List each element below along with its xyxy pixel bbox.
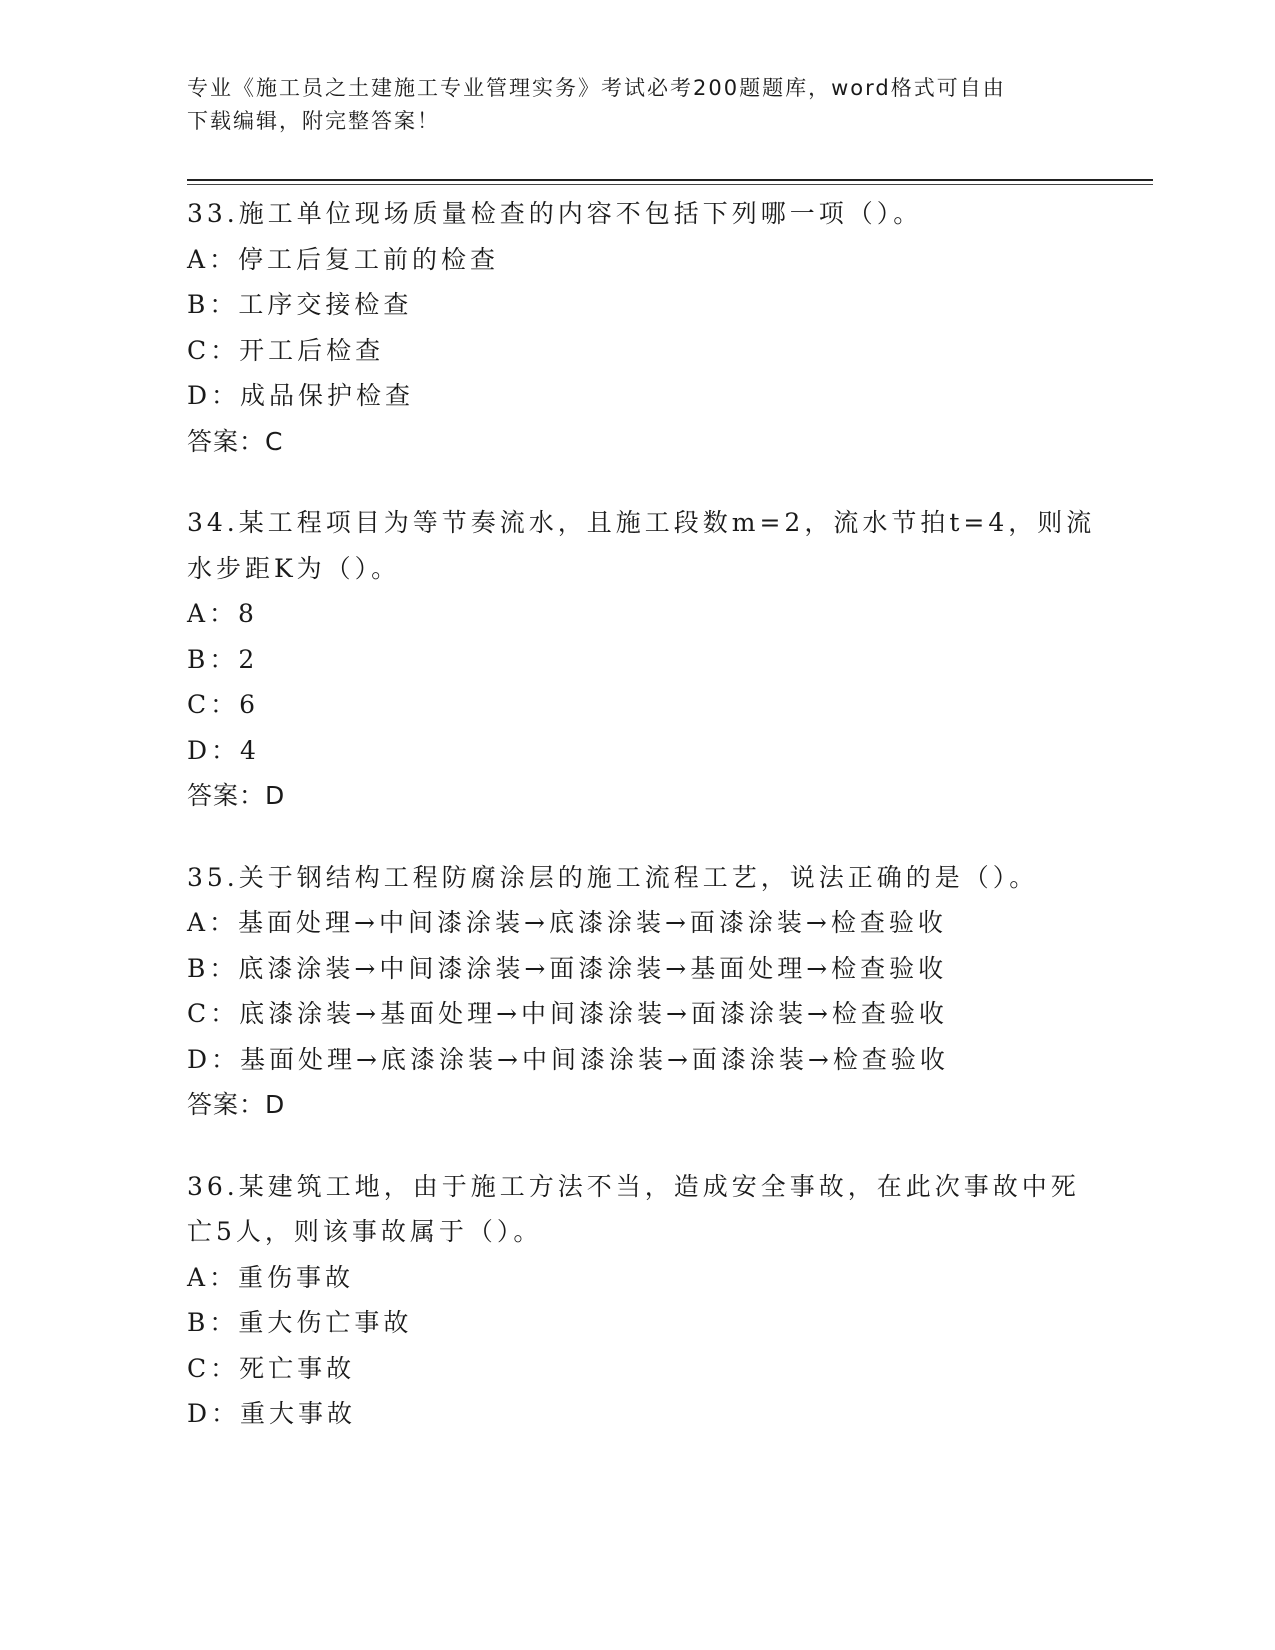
header-rule-thin — [187, 184, 1153, 185]
option-c: C：开工后检查 — [187, 335, 385, 365]
question-stem-continued: 水步距K为（）。 — [187, 553, 401, 583]
question-stem: 33.施工单位现场质量检查的内容不包括下列哪一项（）。 — [187, 199, 923, 228]
answer-line: 答案：C — [187, 426, 284, 456]
document-header — [187, 72, 1067, 138]
question-list — [187, 191, 1096, 1473]
option-d: D：基面处理→底漆涂装→中间漆涂装→面漆涂装→检查验收 — [187, 1044, 949, 1074]
option-a: A：8 — [187, 599, 258, 628]
header-line-1: 专业《施工员之土建施工专业管理实务》考试必考200题题库，word格式可自由 — [187, 76, 1006, 100]
option-c: C：底漆涂装→基面处理→中间漆涂装→面漆涂装→检查验收 — [187, 999, 948, 1028]
header-rule-thick — [187, 179, 1153, 181]
answer-line: 答案：D — [187, 781, 286, 810]
question-stem-continued: 亡5人，则该事故属于（）。 — [187, 1217, 543, 1246]
option-a: A：基面处理→中间漆涂装→底漆涂装→面漆涂装→检查验收 — [187, 908, 947, 937]
header-line-2: 下载编辑，附完整答案！ — [187, 109, 440, 133]
question-stem: 36.某建筑工地，由于施工方法不当，造成安全事故，在此次事故中死 — [187, 1171, 1080, 1201]
option-a: A：重伤事故 — [187, 1262, 355, 1292]
question-stem: 35.关于钢结构工程防腐涂层的施工流程工艺，说法正确的是（）。 — [187, 862, 1039, 892]
question-stem: 34.某工程项目为等节奏流水，且施工段数m=2，流水节拍t=4，则流 — [187, 508, 1096, 537]
option-a: A：停工后复工前的检查 — [187, 244, 500, 274]
option-d: D：成品保护检查 — [187, 381, 415, 410]
option-b: B：2 — [187, 644, 259, 674]
question-36 — [187, 1164, 1087, 1437]
option-d: D：4 — [187, 735, 260, 765]
option-b: B：重大伤亡事故 — [187, 1308, 413, 1337]
answer-line: 答案：D — [187, 1090, 286, 1119]
option-c: C：6 — [187, 690, 260, 719]
question-35 — [187, 855, 1087, 1128]
question-33 — [187, 191, 1087, 464]
option-d: D：重大事故 — [187, 1399, 357, 1428]
option-b: B：工序交接检查 — [187, 290, 413, 319]
question-34 — [187, 500, 1096, 819]
option-c: C：死亡事故 — [187, 1353, 356, 1383]
option-b: B：底漆涂装→中间漆涂装→面漆涂装→基面处理→检查验收 — [187, 953, 948, 983]
